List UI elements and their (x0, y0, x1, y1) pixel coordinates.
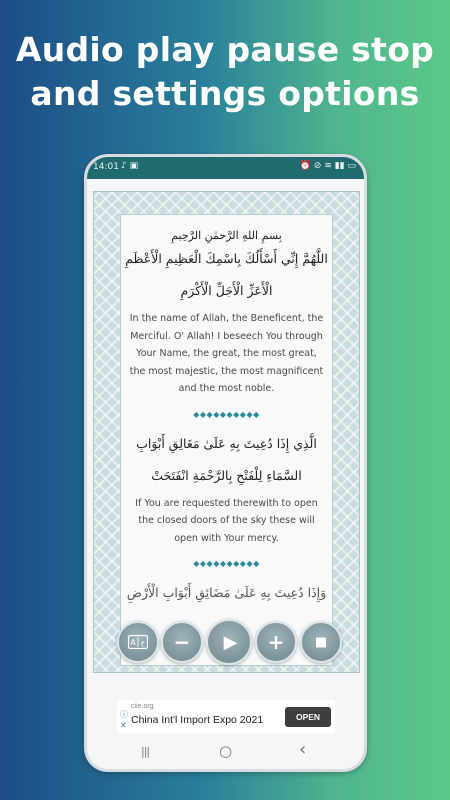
status-system-icons: ⏰ ⊘ ≋ ▮▮ ▭ (299, 161, 356, 171)
promo-headline (0, 28, 450, 116)
verse2-arabic-line2: السَّمَاءِ لِلْفَتْحِ بِالرَّحْمَةِ انْفَتَحَتْ (151, 467, 302, 483)
status-time: 14:01 (93, 162, 119, 172)
translate-icon (128, 635, 148, 649)
verse-divider-2: ◆◆◆◆◆◆◆◆◆◆ (193, 559, 260, 568)
dua-page[interactable] (120, 214, 333, 666)
verse1-arabic-line2: الْأَعَزِّ الْأَجَلِّ الْأَكْرَمِ (180, 283, 273, 298)
headline-line-1: Audio play pause stop (15, 30, 435, 69)
svg-text:A: A (130, 638, 136, 647)
stop-button[interactable] (300, 621, 342, 663)
android-nav-bar (87, 735, 364, 769)
svg-text:ع: ع (140, 639, 146, 647)
home-icon[interactable]: ○ (219, 742, 233, 760)
plus-icon: + (267, 630, 285, 654)
ornamental-frame (93, 191, 360, 673)
status-bar (87, 157, 364, 179)
translate-toggle-button[interactable] (117, 621, 159, 663)
play-button[interactable] (206, 619, 252, 665)
headline-line-2: and settings options (30, 74, 420, 113)
status-notification-icons: ♪ ▣ (121, 161, 139, 171)
volume-up-button[interactable] (255, 621, 297, 663)
verse1-arabic-line1: اللَّهُمَّ إِنِّي أَسْأَلُكَ بِاسْمِكَ الْعَظِيمِ الْأَعْظَمِ (125, 251, 328, 266)
verse-divider: ◆◆◆◆◆◆◆◆◆◆ (193, 409, 260, 419)
phone-frame (84, 154, 367, 772)
ad-info-icon[interactable]: ⓘ (120, 710, 128, 719)
stop-icon: ■ (314, 634, 328, 650)
minus-icon: − (173, 630, 191, 654)
verse3-arabic-partial: وَإِذَا دُعِيتَ بِهِ عَلَىٰ مَضَائِقِ أَبْوَابِ الْأَرْضِ (126, 585, 327, 600)
recents-icon[interactable]: ||| (141, 745, 150, 758)
verse2-translation: If You are requested therewith to open the closed doors of the sky these will open with Your mercy. (135, 497, 318, 544)
ad-title: China Int'l Import Expo 2021 (131, 714, 264, 726)
audio-controls (117, 621, 341, 665)
volume-down-button[interactable] (161, 621, 203, 663)
ad-open-button[interactable]: OPEN (285, 707, 331, 727)
ad-banner[interactable] (117, 700, 335, 733)
verse2-arabic-line1: الَّذِي إِذَا دُعِيتَ بِهِ عَلَىٰ مَغَالِقِ أَبْوَابِ (136, 435, 317, 451)
ad-source: ciie.org (131, 703, 154, 710)
bismillah-text: بِسمِ اللهِ الرَّحمٰنِ الرَّحِيمِ (171, 229, 282, 242)
back-icon[interactable]: ‹ (299, 739, 307, 760)
ad-close-icon[interactable]: ✕ (120, 721, 127, 730)
play-icon: ▶ (223, 631, 238, 653)
verse1-translation: In the name of Allah, the Beneficent, the Merciful. O' Allah! I beseech You through Your Name, the great, the most great, the most majestic, the most magnificent and the most noble. (129, 313, 324, 394)
